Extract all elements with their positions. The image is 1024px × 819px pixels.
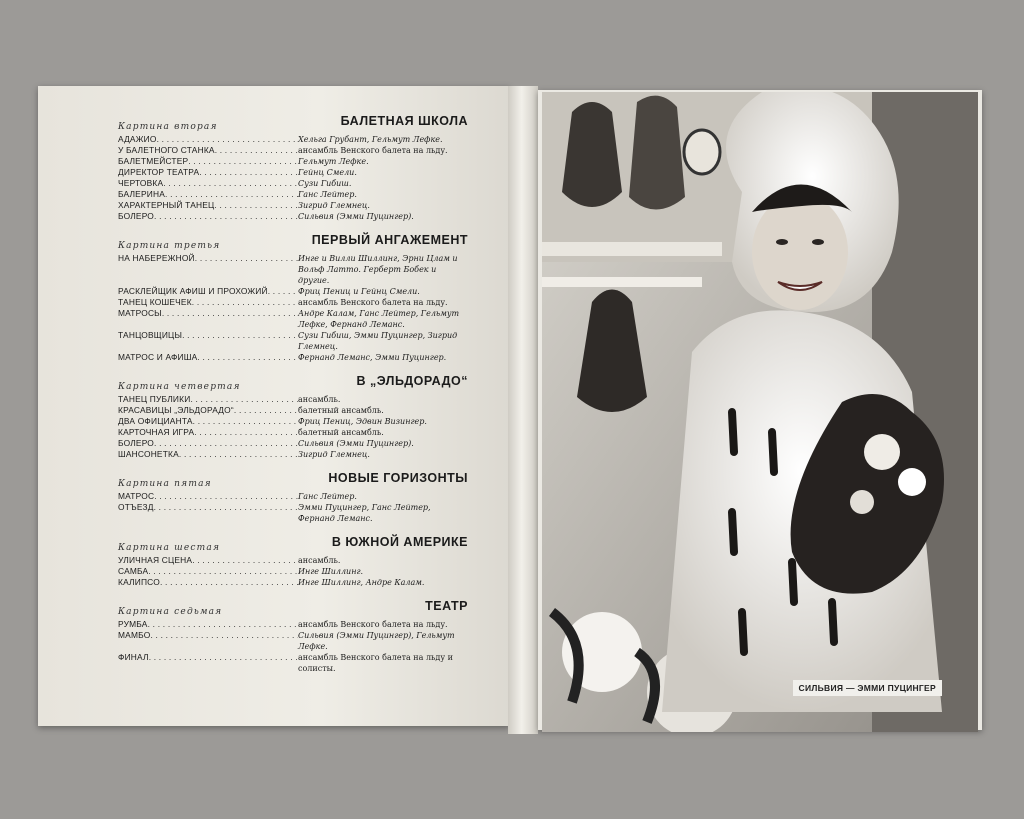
program-number xyxy=(118,200,298,211)
program-number-text: УЛИЧНАЯ СЦЕНА xyxy=(118,555,193,565)
program-number xyxy=(118,145,298,156)
program-number xyxy=(118,352,298,363)
program-row xyxy=(118,577,468,588)
program-number-text: ДИРЕКТОР ТЕАТРА xyxy=(118,167,200,177)
performer-names: Фриц Пениц, Эдвин Визингер. xyxy=(298,417,427,426)
program-row xyxy=(118,555,468,566)
scene-label: Картина пятая xyxy=(118,479,212,489)
program-row xyxy=(118,394,468,405)
program-row xyxy=(118,286,468,297)
program-number-text: КРАСАВИЦЫ „ЭЛЬДОРАДО“ xyxy=(118,405,234,415)
performer-names: Инге и Вилли Шиллинг, Эрни Цлам и Вольф Латто. Герберт Бобек и другие. xyxy=(298,254,458,285)
program-number xyxy=(118,253,298,286)
program-number-text: ОТЪЕЗД xyxy=(118,502,154,512)
scene-header xyxy=(118,112,468,134)
program-row xyxy=(118,352,468,363)
program-number xyxy=(118,211,298,222)
program-number-text: ДВА ОФИЦИАНТА xyxy=(118,416,193,426)
program-row xyxy=(118,502,468,524)
program-number-text: ТАНЕЦ КОШЕЧЕК xyxy=(118,297,192,307)
program-row xyxy=(118,167,468,178)
performer-names: балетный ансамбль. xyxy=(298,406,384,415)
program-number xyxy=(118,416,298,427)
program-row xyxy=(118,308,468,330)
program-row xyxy=(118,200,468,211)
program-number-text: РУМБА xyxy=(118,619,148,629)
performer-names: Ганс Лейтер. xyxy=(298,492,357,501)
performer-names: Сильвия (Эмми Пуцингер). xyxy=(298,439,414,448)
performer-names: Фриц Пениц и Гейнц Смели. xyxy=(298,287,420,296)
program-listing xyxy=(118,112,468,683)
program-number xyxy=(118,405,298,416)
performer-names: Гельмут Лефке. xyxy=(298,157,369,166)
scene-header xyxy=(118,469,468,491)
program-number-text: БОЛЕРО xyxy=(118,211,155,221)
scene-label: Картина вторая xyxy=(118,122,218,132)
performer-names: Сузи Гибиш, Эмми Пуцингер, Зигрид Глемнец. xyxy=(298,331,458,351)
scene-label: Картина четвертая xyxy=(118,382,241,392)
performer-names: Сильвия (Эмми Пуцингер). xyxy=(298,212,414,221)
program-number-text: ШАНСОНЕТКА xyxy=(118,449,179,459)
program-row xyxy=(118,134,468,145)
performer-names: ансамбль Венского балета на льду. xyxy=(298,620,448,629)
performer-names: Андре Калам, Ганс Лейтер, Гельмут Лефке, Фернанд Леманс. xyxy=(298,309,460,329)
program-number-text: ЧЕРТОВКА xyxy=(118,178,164,188)
performer-names: ансамбль. xyxy=(298,395,341,404)
performer-names: Сузи Гибиш. xyxy=(298,179,352,188)
program-number-text: РАСКЛЕЙЩИК АФИШ И ПРОХОЖИЙ xyxy=(118,286,268,296)
program-row xyxy=(118,566,468,577)
program-number xyxy=(118,134,298,145)
program-number-text: ФИНАЛ xyxy=(118,652,149,662)
scene-label: Картина третья xyxy=(118,241,221,251)
scene-title: ПЕРВЫЙ АНГАЖЕМЕНТ xyxy=(311,233,468,247)
program-row xyxy=(118,253,468,286)
program-row xyxy=(118,652,468,674)
program-row xyxy=(118,156,468,167)
scene-label: Картина шестая xyxy=(118,543,221,553)
program-number xyxy=(118,427,298,438)
program-number-text: ТАНЦОВЩИЦЫ xyxy=(118,330,183,340)
scene-header xyxy=(118,533,468,555)
program-number-text: КАРТОЧНАЯ ИГРА xyxy=(118,427,195,437)
performer-names: Инге Шиллинг. xyxy=(298,567,364,576)
program-number-text: БАЛЕРИНА xyxy=(118,189,166,199)
scene-header xyxy=(118,231,468,253)
program-number xyxy=(118,308,298,330)
performer-names: ансамбль Венского балета на льду. xyxy=(298,298,448,307)
program-row xyxy=(118,449,468,460)
scene-title: В „ЭЛЬДОРАДО“ xyxy=(356,374,468,388)
program-number xyxy=(118,394,298,405)
performer-names: Эмми Пуцингер, Ганс Лейтер, Фернанд Леманс. xyxy=(298,503,431,523)
booklet-spine xyxy=(508,86,538,734)
scene-block xyxy=(118,231,468,363)
program-number xyxy=(118,652,298,674)
scene-block xyxy=(118,597,468,674)
program-number xyxy=(118,156,298,167)
program-number xyxy=(118,438,298,449)
performer-names: Хельга Грубант, Гельмут Лефке. xyxy=(298,135,443,144)
photo-illustration xyxy=(542,92,978,732)
program-row xyxy=(118,297,468,308)
scene-title: НОВЫЕ ГОРИЗОНТЫ xyxy=(328,471,468,485)
program-number-text: АДАЖИО xyxy=(118,134,157,144)
scene-title: ТЕАТР xyxy=(425,599,468,613)
performer-names: ансамбль. xyxy=(298,556,341,565)
scene-block xyxy=(118,112,468,222)
program-number xyxy=(118,491,298,502)
scene-block xyxy=(118,372,468,460)
program-number-text: МАТРОС И АФИША xyxy=(118,352,198,362)
program-number-text: МАТРОСЫ xyxy=(118,308,162,318)
scene-header xyxy=(118,372,468,394)
program-number xyxy=(118,577,298,588)
performer-names: Сильвия (Эмми Пуцингер), Гельмут Лефке. xyxy=(298,631,455,651)
scene-header xyxy=(118,597,468,619)
scene-block xyxy=(118,469,468,524)
scene-title: В ЮЖНОЙ АМЕРИКЕ xyxy=(331,535,468,549)
performer-names: ансамбль Венского балета на льду и солисты. xyxy=(298,653,453,673)
performer-names: Зигрид Глемнец. xyxy=(298,201,370,210)
scene-title: БАЛЕТНАЯ ШКОЛА xyxy=(340,114,468,128)
program-number xyxy=(118,167,298,178)
program-row xyxy=(118,427,468,438)
program-number-text: БАЛЕТМЕЙСТЕР xyxy=(118,156,189,166)
program-number xyxy=(118,566,298,577)
performer-names: Ганс Лейтер. xyxy=(298,190,357,199)
program-row xyxy=(118,189,468,200)
program-number-text: У БАЛЕТНОГО СТАНКА xyxy=(118,145,215,155)
program-number-text: ТАНЕЦ ПУБЛИКИ xyxy=(118,394,191,404)
photo-skater-in-fur-coat xyxy=(542,92,978,732)
program-number-text: МАМБО xyxy=(118,630,151,640)
program-number-text: ХАРАКТЕРНЫЙ ТАНЕЦ xyxy=(118,200,215,210)
performer-names: Инге Шиллинг, Андре Калам. xyxy=(298,578,425,587)
program-number xyxy=(118,189,298,200)
program-number-text: МАТРОС xyxy=(118,491,155,501)
program-number xyxy=(118,502,298,524)
program-row xyxy=(118,416,468,427)
photo-caption: СИЛЬВИЯ — ЭММИ ПУЦИНГЕР xyxy=(793,680,943,696)
program-row xyxy=(118,330,468,352)
program-number xyxy=(118,449,298,460)
program-number xyxy=(118,178,298,189)
program-row xyxy=(118,145,468,156)
performer-names: Зигрид Глемнец. xyxy=(298,450,370,459)
program-number xyxy=(118,330,298,352)
program-row xyxy=(118,630,468,652)
program-row xyxy=(118,619,468,630)
program-row xyxy=(118,178,468,189)
program-number-text: САМБА xyxy=(118,566,149,576)
program-row xyxy=(118,438,468,449)
performer-names: Фернанд Леманс, Эмми Пуцингер. xyxy=(298,353,447,362)
program-row xyxy=(118,211,468,222)
program-number xyxy=(118,555,298,566)
performer-names: Гейнц Смели. xyxy=(298,168,357,177)
program-number-text: НА НАБЕРЕЖНОЙ xyxy=(118,253,195,263)
program-number xyxy=(118,286,298,297)
program-number-text: БОЛЕРО xyxy=(118,438,155,448)
program-number xyxy=(118,619,298,630)
performer-names: балетный ансамбль. xyxy=(298,428,384,437)
program-number xyxy=(118,297,298,308)
program-number xyxy=(118,630,298,652)
scene-block xyxy=(118,533,468,588)
scene-label: Картина седьмая xyxy=(118,607,223,617)
program-number-text: КАЛИПСО xyxy=(118,577,160,587)
program-row xyxy=(118,491,468,502)
performer-names: ансамбль Венского балета на льду. xyxy=(298,146,448,155)
program-row xyxy=(118,405,468,416)
